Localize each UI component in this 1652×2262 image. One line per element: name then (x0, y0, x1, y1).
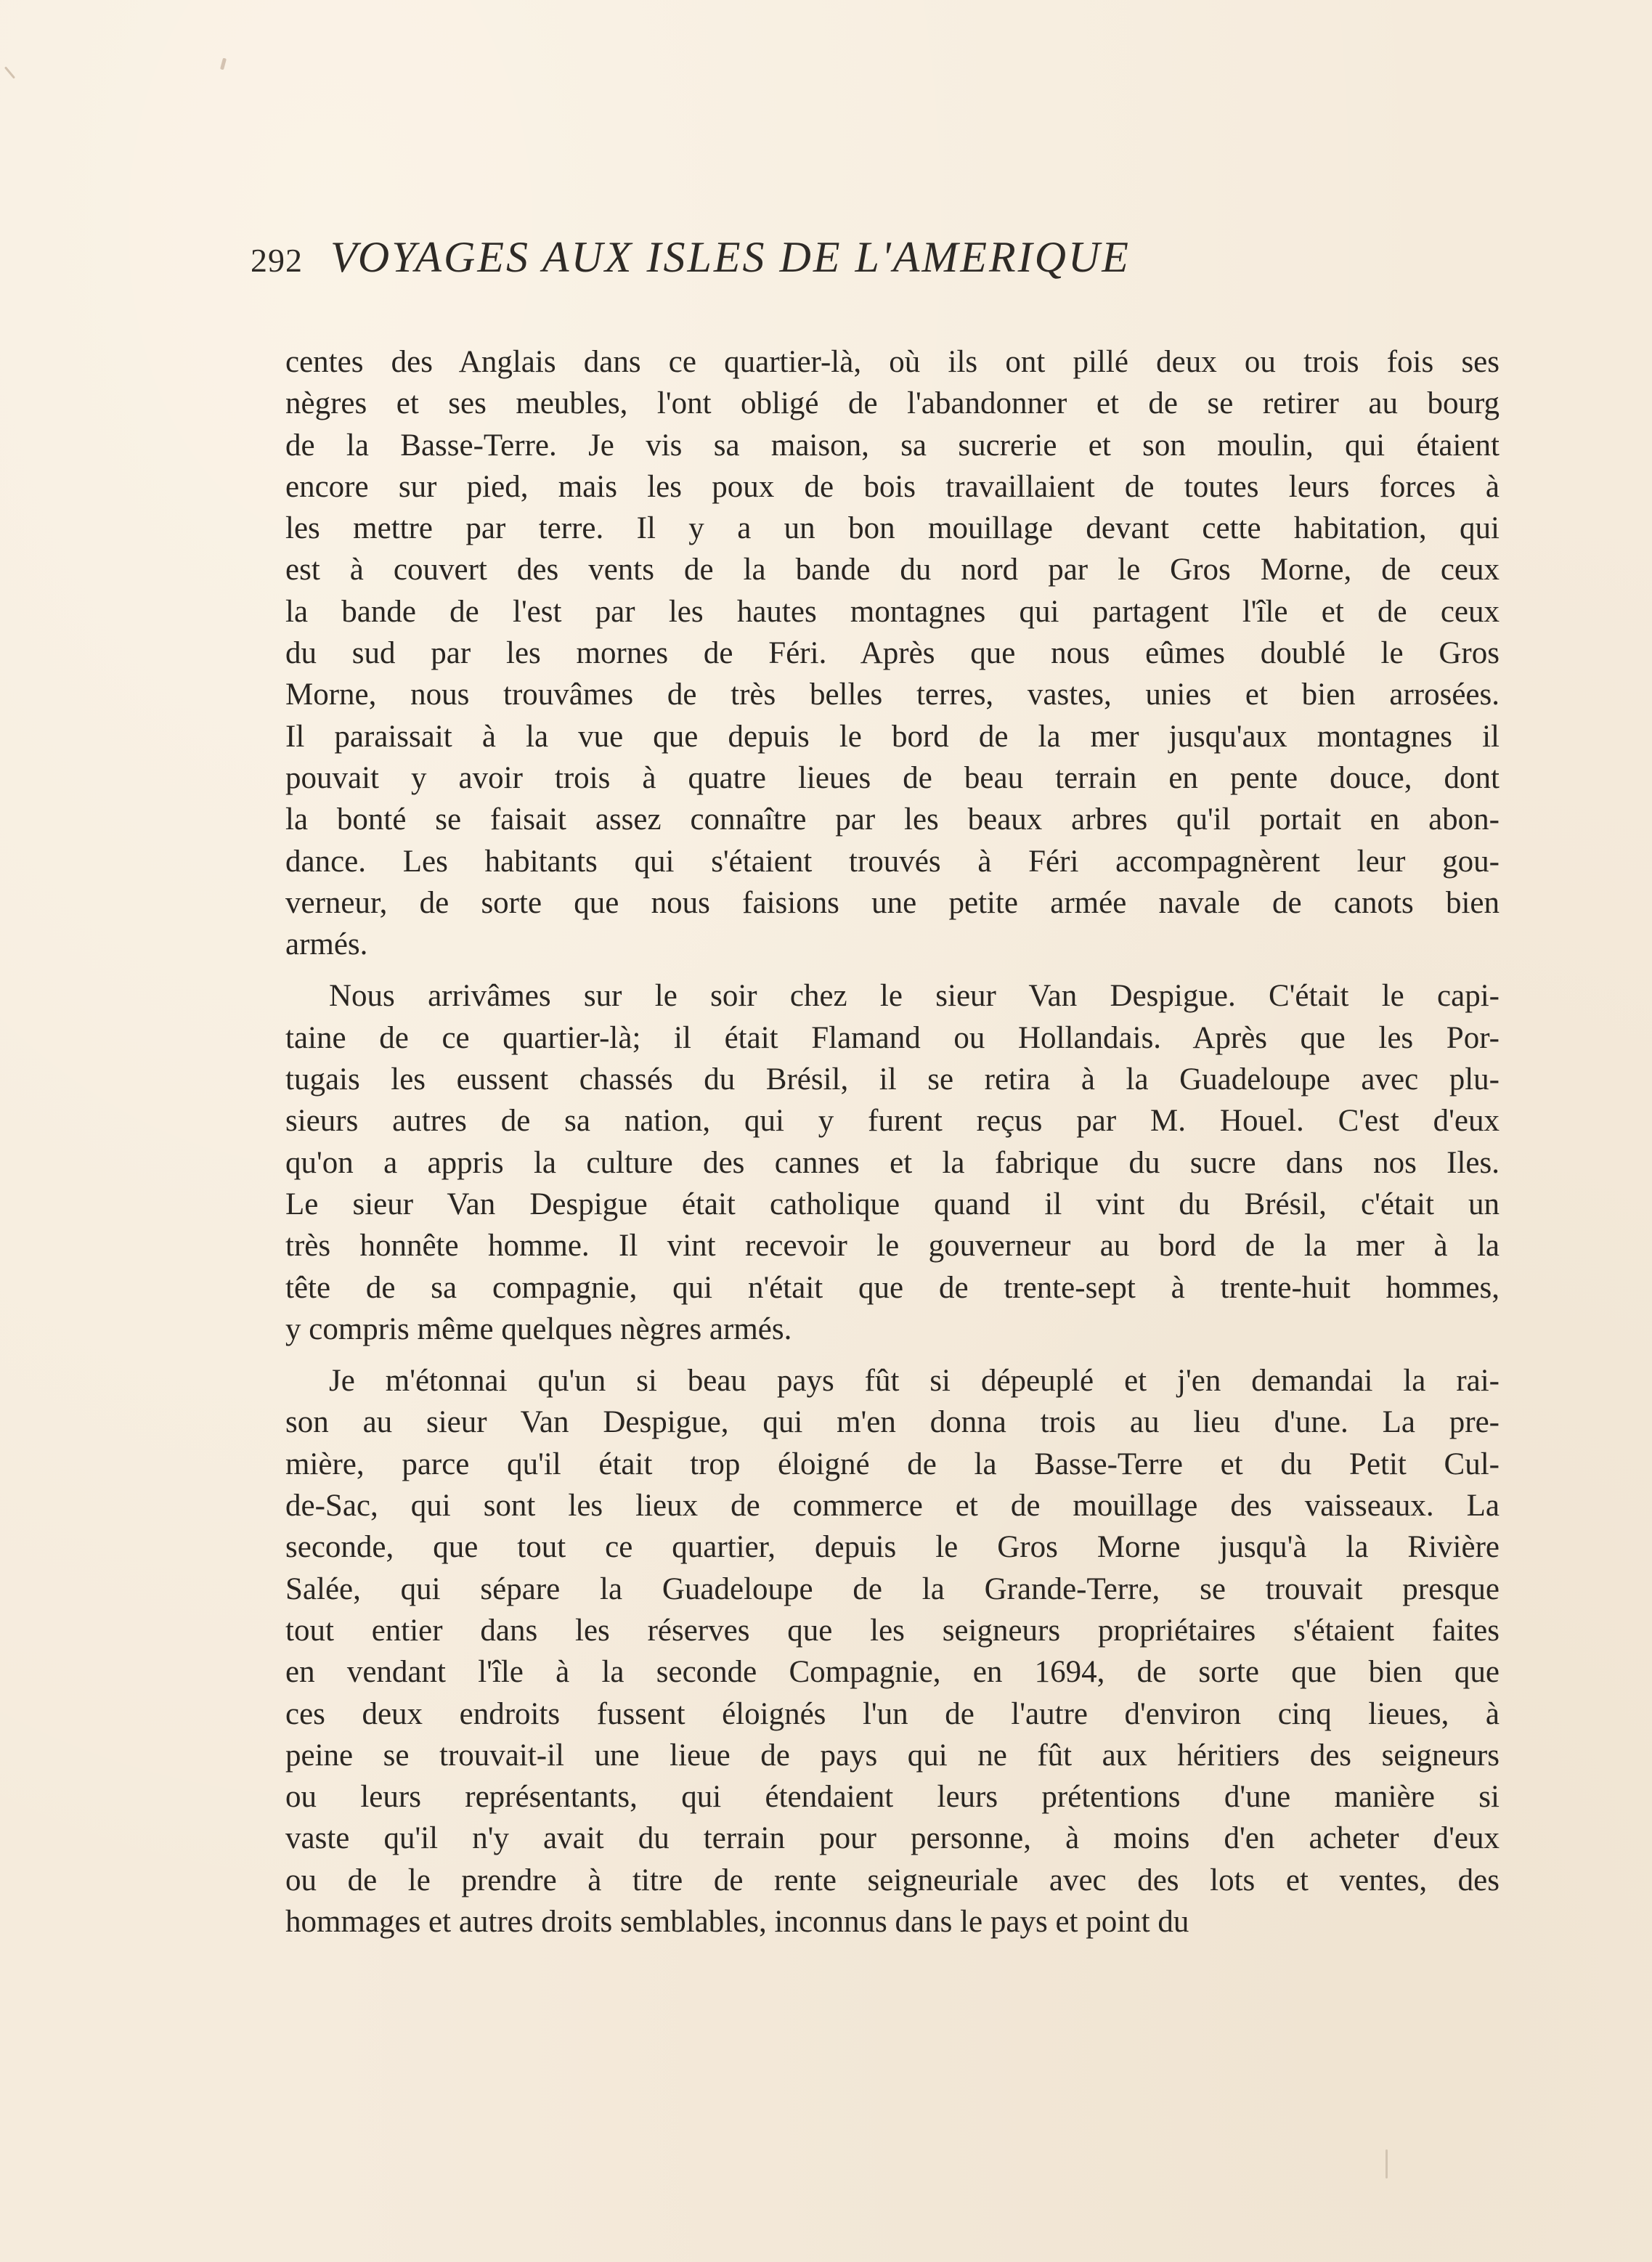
text-line: armés. (285, 927, 368, 962)
running-header (251, 232, 1485, 305)
paragraph (285, 341, 1500, 965)
text-line: pouvait y avoir trois à quatre lieues de beau terrain en pente douce, dont (285, 760, 1500, 795)
text-line: dance. Les habitants qui s'étaient trouvés à Féri accompagnèrent leur gou- (285, 844, 1500, 879)
paragraph-gap (285, 965, 1500, 975)
text-line: Nous arrivâmes sur le soir chez le sieur Van Despigue. C'était le capi- (329, 979, 1500, 1014)
text-line: son au sieur Van Despigue, qui m'en donna trois au lieu d'une. La pre- (285, 1405, 1500, 1440)
paragraph (285, 975, 1500, 1350)
text-line: les mettre par terre. Il y a un bon mouillage devant cette habitation, qui (285, 511, 1500, 546)
text-line: qu'on a appris la culture des cannes et la fabrique du sucre dans nos Iles. (285, 1145, 1500, 1180)
paper-speck (1386, 2149, 1388, 2178)
text-line: ou de le prendre à titre de rente seigneuriale avec des lots et ventes, des (285, 1863, 1500, 1897)
text-line: très honnête homme. Il vint recevoir le gouverneur au bord de la mer à la (285, 1229, 1500, 1264)
text-line: tout entier dans les réserves que les seigneurs propriétaires s'étaient faites (285, 1613, 1500, 1648)
page-number: 292 (251, 242, 303, 279)
text-line: de la Basse-Terre. Je vis sa maison, sa sucrerie et son moulin, qui étaient (285, 428, 1500, 463)
text-line: nègres et ses meubles, l'ont obligé de l'abandonner et de se retirer au bourg (285, 386, 1500, 421)
text-line: Salée, qui sépare la Guadeloupe de la Grande-Terre, se trouvait presque (285, 1571, 1500, 1606)
text-line: Morne, nous trouvâmes de très belles terres, vastes, unies et bien arrosées. (285, 678, 1500, 712)
text-line: y compris même quelques nègres armés. (285, 1311, 792, 1346)
text-line: en vendant l'île à la seconde Compagnie, en 1694, de sorte que bien que (285, 1655, 1500, 1690)
text-line: tugais les eussent chassés du Brésil, il se retira à la Guadeloupe avec plu- (285, 1062, 1500, 1097)
text-line: Je m'étonnai qu'un si beau pays fût si dépeuplé et j'en demandai la rai- (329, 1364, 1500, 1399)
text-line: Le sieur Van Despigue était catholique quand il vint du Brésil, c'était un (285, 1187, 1500, 1221)
text-line: ou leurs représentants, qui étendaient leurs prétentions d'une manière si (285, 1780, 1500, 1815)
text-line: ces deux endroits fussent éloignés l'un de l'autre d'environ cinq lieues, à (285, 1696, 1500, 1731)
body-text (285, 341, 1500, 1942)
running-title: VOYAGES AUX ISLES DE L'AMERIQUE (330, 233, 1131, 281)
paragraph-gap (285, 1350, 1500, 1360)
text-line: verneur, de sorte que nous faisions une petite armée navale de canots bien (285, 885, 1500, 920)
text-line: peine se trouvait-il une lieue de pays qui ne fût aux héritiers des seigneurs (285, 1738, 1500, 1773)
text-line: la bonté se faisait assez connaître par les beaux arbres qu'il portait en abon- (285, 802, 1500, 837)
text-line: vaste qu'il n'y avait du terrain pour personne, à moins d'en acheter d'eux (285, 1821, 1500, 1856)
text-line: centes des Anglais dans ce quartier-là, où ils ont pillé deux ou trois fois ses (285, 345, 1500, 379)
text-line: mière, parce qu'il était trop éloigné de la Basse-Terre et du Petit Cul- (285, 1447, 1500, 1481)
text-line: taine de ce quartier-là; il était Flamand ou Hollandais. Après que les Por- (285, 1020, 1500, 1055)
text-line: seconde, que tout ce quartier, depuis le Gros Morne jusqu'à la Rivière (285, 1530, 1500, 1565)
paper-speck (220, 58, 227, 70)
text-line: Il paraissait à la vue que depuis le bord de la mer jusqu'aux montagnes il (285, 719, 1500, 754)
text-line: du sud par les mornes de Féri. Après que nous eûmes doublé le Gros (285, 636, 1500, 671)
text-line: sieurs autres de sa nation, qui y furent reçus par M. Houel. C'est d'eux (285, 1104, 1500, 1139)
text-line: hommages et autres droits semblables, inconnus dans le pays et point du (285, 1904, 1189, 1939)
paper-speck (4, 66, 15, 78)
text-line: est à couvert des vents de la bande du nord par le Gros Morne, de ceux (285, 553, 1500, 587)
text-line: tête de sa compagnie, qui n'était que de trente-sept à trente-huit hommes, (285, 1270, 1500, 1305)
text-line: la bande de l'est par les hautes montagnes qui partagent l'île et de ceux (285, 594, 1500, 629)
paragraph (285, 1360, 1500, 1942)
text-line: encore sur pied, mais les poux de bois travaillaient de toutes leurs forces à (285, 469, 1500, 504)
text-line: de-Sac, qui sont les lieux de commerce et de mouillage des vaisseaux. La (285, 1489, 1500, 1523)
